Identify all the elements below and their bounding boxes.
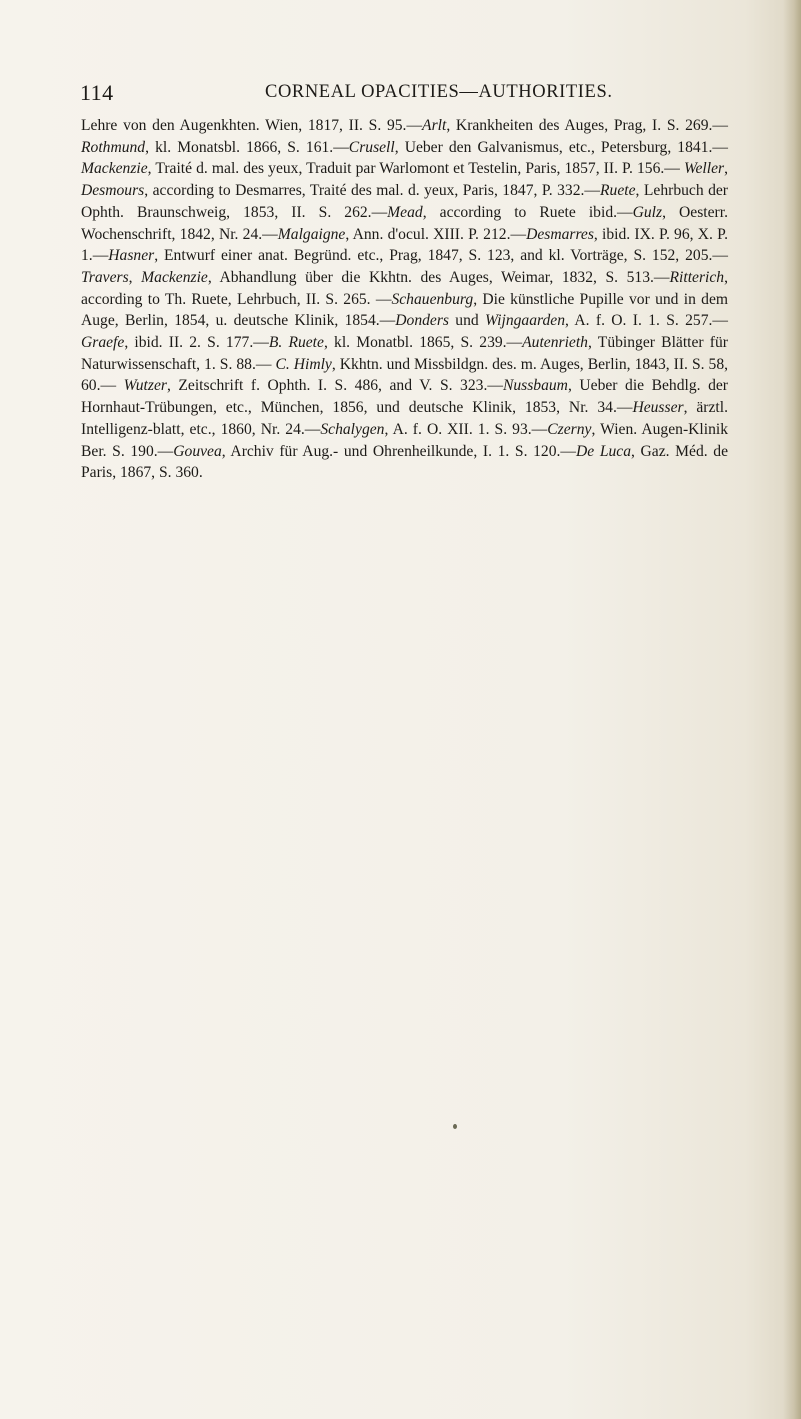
page-edge-shadow (783, 0, 801, 1419)
citation-text: , ibid. IX. P. 96, X. P. 1.— (81, 225, 728, 265)
author-name: Graefe (81, 334, 125, 352)
citation-text: Lehre von den Augenkhten. Wien, 1817, II. S. 95.— (81, 117, 423, 134)
page-number: 114 (80, 80, 114, 105)
citation-text: , Ueber die Behdlg. der Hornhaut-Trübungen, etc., München, 1856, und deutsche Klinik, 1853, Nr. 34.— (81, 377, 729, 417)
author-name: Schauenburg (391, 290, 474, 308)
citation-text: , Traité d. mal. des yeux, Traduit par Warlomont et Testelin, Paris, 1857, II. P. 156.— (147, 160, 684, 178)
citation-text: , Oesterr. Wochenschrift, 1842, Nr. 24.— (81, 203, 728, 243)
author-name: Donders (395, 312, 449, 330)
citation-text: , A. f. O. XII. 1. S. 93.— (384, 420, 548, 438)
author-name: Nussbaum (502, 377, 568, 395)
citation-text: , ibid. II. 2. S. 177.— (124, 334, 269, 352)
citation-text: , Ueber den Galvanismus, etc., Petersburg, 1841.— (394, 138, 728, 156)
author-name: Desmarres (526, 225, 594, 243)
citation-text: , according to Desmarres, Traité des mal. d. yeux, Paris, 1847, P. 332.— (144, 182, 601, 200)
citation-text: , kl. Monatbl. 1865, S. 239.— (323, 334, 523, 352)
citation-text: und (448, 312, 486, 330)
references-paragraph (81, 115, 728, 484)
author-name: Malgaigne (277, 225, 346, 243)
author-name: Wijngaarden (485, 312, 566, 330)
author-name: Rothmund (81, 138, 146, 156)
citation-text: , (724, 160, 728, 178)
author-name: Ritterich (669, 268, 725, 286)
author-name: Czerny (547, 420, 592, 438)
author-name: Mead (387, 203, 423, 221)
citation-text: , Gaz. Méd. de Paris, 1867, S. 360. (81, 442, 728, 482)
citation-text: , (128, 268, 142, 286)
citation-text: , Entwurf einer anat. Begründ. etc., Prag, 1847, S. 123, and kl. Vorträge, S. 152, 205.— (154, 247, 728, 265)
author-name: Ruete (600, 182, 636, 200)
citation-text: , kl. Monatsbl. 1866, S. 161.— (145, 138, 349, 156)
citation-text: , Wien. Augen-Klinik Ber. S. 190.— (81, 420, 728, 460)
author-name: Autenrieth (522, 334, 588, 352)
citation-text: , Ann. d'ocul. XIII. P. 212.— (345, 225, 527, 243)
citation-text: , ärztl. Intelligenz-blatt, etc., 1860, Nr. 24.— (81, 399, 728, 438)
citation-text: , Archiv für Aug.- und Ohrenheilkunde, I. 1. S. 120.— (221, 442, 577, 460)
author-name: Mackenzie (81, 160, 148, 178)
citation-text: , Zeitschrift f. Ophth. I. S. 486, and V. S. 323.— (166, 377, 503, 395)
author-name: Hasner (108, 247, 155, 265)
citation-text: , according to Ruete ibid.— (422, 203, 633, 221)
author-name: De Luca (576, 442, 632, 460)
author-name: Gouvea (173, 442, 222, 460)
page-header (80, 80, 720, 110)
author-name: Wutzer (123, 377, 167, 395)
citation-text: , A. f. O. I. 1. S. 257.— (565, 312, 728, 330)
author-name: Arlt (422, 117, 447, 134)
author-name: Heusser (632, 399, 684, 417)
citation-text: , Die künstliche Pupille vor und in dem Auge, Berlin, 1854, u. deutsche Klinik, 1854.— (81, 290, 729, 330)
citation-text: , Lehrbuch der Ophth. Braunschweig, 1853, II. S. 262.— (81, 182, 728, 221)
citation-text: , according to Th. Ruete, Lehrbuch, II. S. 265. — (81, 268, 728, 308)
running-title: CORNEAL OPACITIES—AUTHORITIES. (265, 82, 613, 102)
author-name: Weller (683, 160, 725, 178)
ink-speck (453, 1124, 457, 1129)
citation-text: , Kkhtn. und Missbildgn. des. m. Auges, Berlin, 1843, II. S. 58, 60.— (81, 355, 729, 395)
author-name: Gulz (632, 203, 663, 221)
author-name: C. Himly (275, 355, 332, 373)
citation-text: , Tübinger Blätter für Naturwissenschaft, 1. S. 88.— (81, 334, 728, 373)
citation-text: , Abhandlung über die Kkhtn. des Auges, Weimar, 1832, S. 513.— (207, 268, 670, 286)
author-name: Mackenzie (141, 268, 208, 286)
author-name: Crusell (348, 138, 395, 156)
author-name: Travers (81, 268, 129, 286)
author-name: Desmours (81, 182, 145, 200)
citation-text: , Krankheiten des Auges, Prag, I. S. 269.— (446, 117, 728, 134)
author-name: Schalygen (320, 420, 385, 438)
author-name: B. Ruete (268, 334, 324, 352)
